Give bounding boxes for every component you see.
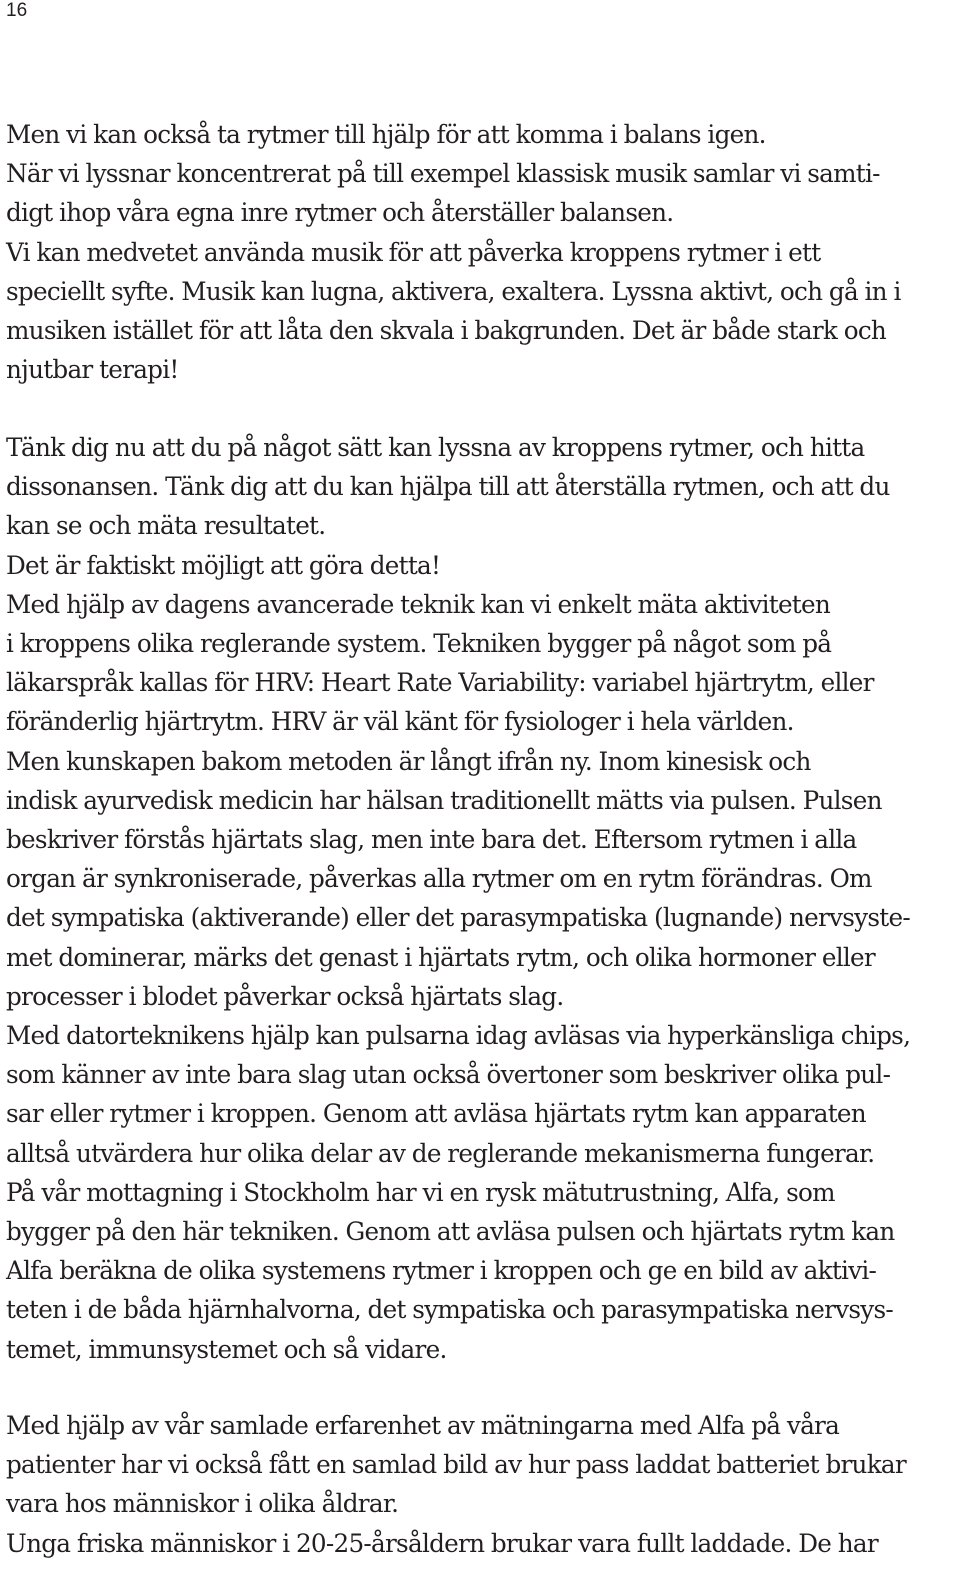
- text-line: bygger på den här tekniken. Genom att avläsa pulsen och hjärtats rytm kan: [6, 1217, 895, 1247]
- text-line: På vår mottagning i Stockholm har vi en rysk mätutrustning, Alfa, som: [6, 1177, 835, 1207]
- paragraph-2: [6, 428, 960, 1369]
- text-line: digt ihop våra egna inre rytmer och återställer balansen.: [6, 198, 674, 228]
- paragraph-1: [6, 115, 960, 389]
- text-line: Med datorteknikens hjälp kan pulsarna idag avläsas via hyperkänsliga chips,: [6, 1021, 911, 1051]
- text-line: som känner av inte bara slag utan också övertoner som beskriver olika pul-: [6, 1060, 891, 1090]
- text-line: temet, immunsystemet och så vidare.: [6, 1334, 447, 1364]
- text-line: Med hjälp av dagens avancerade teknik kan vi enkelt mäta aktiviteten: [6, 589, 831, 619]
- text-line: i kroppens olika reglerande system. Tekniken bygger på något som på: [6, 629, 832, 659]
- text-line: njutbar terapi!: [6, 355, 179, 385]
- text-line: processer i blodet påverkar också hjärtats slag.: [6, 981, 564, 1011]
- text-line: patienter har vi också fått en samlad bild av hur pass laddat batteriet brukar: [6, 1450, 906, 1480]
- text-line: met dominerar, märks det genast i hjärtats rytm, och olika hormoner eller: [6, 942, 875, 972]
- text-line: musiken istället för att låta den skvala i bakgrunden. Det är både stark och: [6, 316, 887, 346]
- text-line: När vi lyssnar koncentrerat på till exempel klassisk musik samlar vi samti-: [6, 159, 880, 189]
- text-line: indisk ayurvedisk medicin har hälsan traditionellt mätts via pulsen. Pulsen: [6, 785, 882, 815]
- text-line: vara hos människor i olika åldrar.: [6, 1489, 399, 1519]
- text-line: beskriver förstås hjärtats slag, men inte bara det. Eftersom rytmen i alla: [6, 825, 857, 855]
- text-line: det sympatiska (aktiverande) eller det parasympatiska (lugnande) nervsyste-: [6, 903, 910, 933]
- text-line: dissonansen. Tänk dig att du kan hjälpa till att återställa rytmen, och att du: [6, 472, 890, 502]
- text-line: teten i de båda hjärnhalvorna, det sympatiska och parasympatiska nervsys-: [6, 1295, 893, 1325]
- page-number: 16: [6, 0, 28, 21]
- text-line: kan se och mäta resultatet.: [6, 511, 326, 541]
- paragraph-3: [6, 1406, 960, 1563]
- text-line: Men vi kan också ta rytmer till hjälp för att komma i balans igen.: [6, 120, 766, 149]
- text-line: Det är faktiskt möjligt att göra detta!: [6, 550, 441, 580]
- text-line: Unga friska människor i 20-25-årsåldern brukar vara fullt laddade. De har: [6, 1528, 878, 1558]
- text-line: organ är synkroniserade, påverkas alla rytmer om en rytm förändras. Om: [6, 864, 872, 894]
- text-line: Vi kan medvetet använda musik för att påverka kroppens rytmer i ett: [6, 237, 821, 267]
- text-line: Med hjälp av vår samlade erfarenhet av mätningarna med Alfa på våra: [6, 1411, 840, 1440]
- text-line: föränderlig hjärtrytm. HRV är väl känt för fysiologer i hela världen.: [6, 707, 794, 737]
- text-line: alltså utvärdera hur olika delar av de reglerande mekanismerna fungerar.: [6, 1138, 875, 1168]
- text-line: Alfa beräkna de olika systemens rytmer i kroppen och ge en bild av aktivi-: [6, 1256, 877, 1286]
- text-line: Tänk dig nu att du på något sätt kan lyssna av kroppens rytmer, och hitta: [6, 433, 865, 462]
- text-line: läkarspråk kallas för HRV: Heart Rate Variability: variabel hjärtrytm, eller: [6, 668, 874, 698]
- text-line: speciellt syfte. Musik kan lugna, aktivera, exaltera. Lyssna aktivt, och gå in i: [6, 276, 901, 306]
- text-line: sar eller rytmer i kroppen. Genom att avläsa hjärtats rytm kan apparaten: [6, 1099, 866, 1129]
- text-line: Men kunskapen bakom metoden är långt ifrån ny. Inom kinesisk och: [6, 746, 811, 776]
